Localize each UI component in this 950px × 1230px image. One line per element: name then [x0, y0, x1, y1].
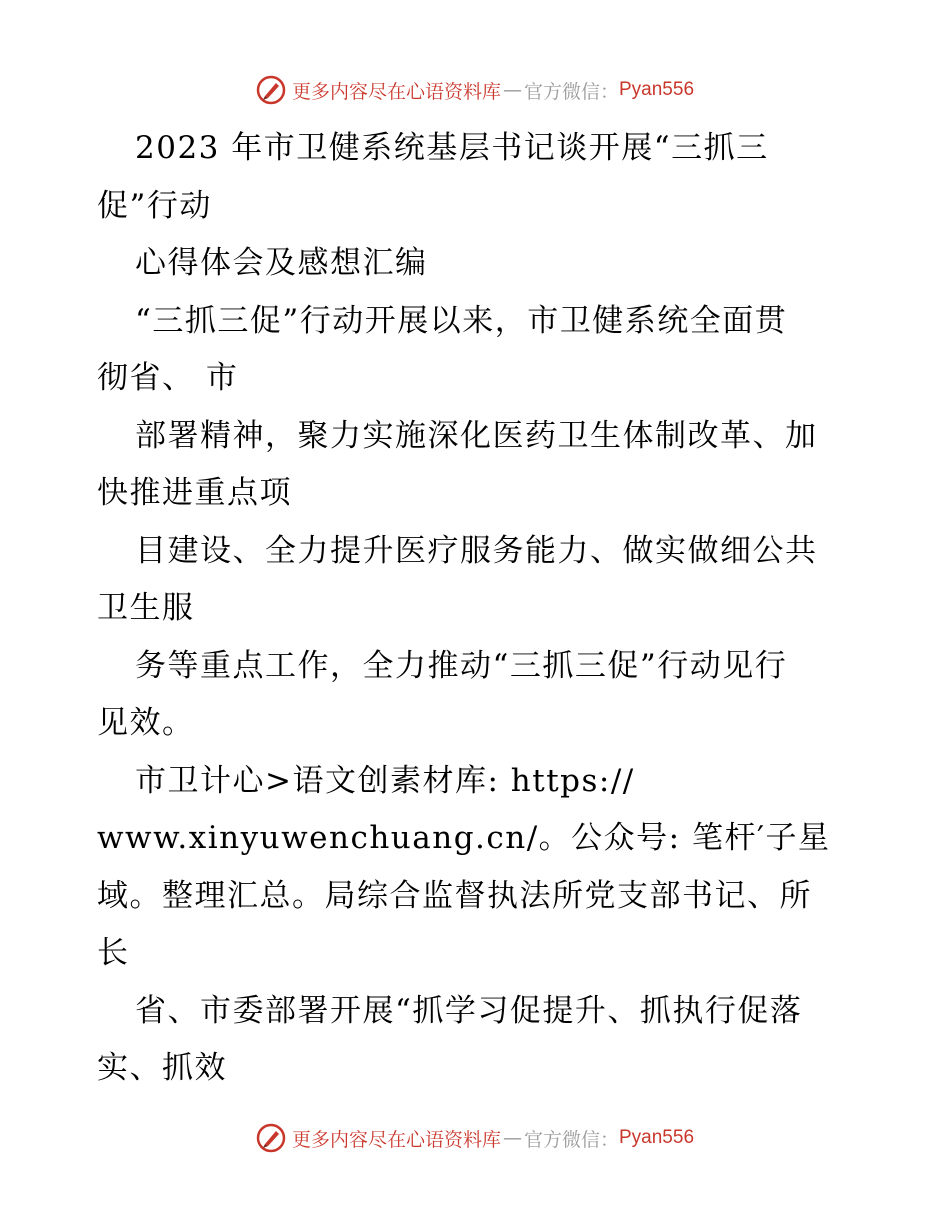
- logo-icon: [256, 1123, 286, 1153]
- body-line: 省、市委部署开展“抓学习促提升、抓执行促落: [135, 992, 803, 1029]
- document-body: [97, 120, 857, 1098]
- body-line: 目建设、全力提升医疗服务能力、做实做细公共: [135, 532, 818, 569]
- banner-wechat-label: 官方微信：: [523, 80, 619, 103]
- body-line: “三抓三促”行动开展以来，市卫健系统全面贯: [135, 302, 788, 339]
- body-line: 心得体会及感想汇编: [135, 245, 428, 281]
- body-line: 部署精神，聚力实施深化医药卫生体制改革、加: [135, 417, 818, 454]
- header-banner: [0, 70, 950, 110]
- body-line: 彻省、 市: [97, 360, 239, 396]
- body-line: 促”行动: [97, 187, 212, 224]
- footer-banner: [0, 1118, 950, 1158]
- body-line: 务等重点工作，全力推动“三抓三促”行动见行: [135, 647, 788, 684]
- banner-wechat-label: 官方微信：: [523, 1128, 619, 1151]
- body-line: 卫生服: [97, 590, 195, 626]
- body-line: www.xinyuwenchuang.cn/。公众号: 笔杆′子星: [97, 820, 831, 856]
- banner-separator: —: [502, 79, 522, 101]
- banner-wechat-id: Pyan556: [619, 1127, 695, 1148]
- banner-main-text: 更多内容尽在心语资料库: [291, 80, 501, 103]
- body-line: 快推进重点项: [97, 475, 292, 511]
- body-line: 实、抓效: [97, 1050, 227, 1086]
- banner-main-text: 更多内容尽在心语资料库: [291, 1128, 501, 1151]
- banner-wechat-id: Pyan556: [619, 79, 695, 100]
- body-line: 市卫计心>语文创素材库: https://: [135, 762, 635, 799]
- banner-separator: —: [502, 1127, 522, 1149]
- logo-icon: [256, 75, 286, 105]
- body-line: 见效。: [97, 705, 195, 741]
- body-line: 域。整理汇总。局综合监督执法所党支部书记、所: [97, 877, 812, 914]
- body-line: 长: [97, 935, 130, 971]
- body-line: 2023 年市卫健系统基层书记谈开展“三抓三: [135, 130, 769, 166]
